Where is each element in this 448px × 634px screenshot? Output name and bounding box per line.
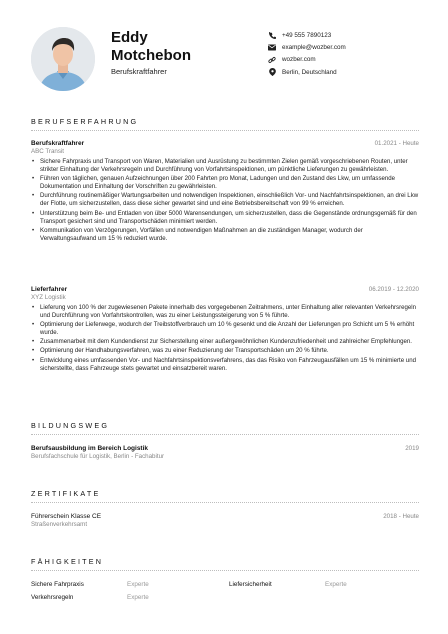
bullet-item: • Sichere Fahrpraxis und Transport von Waren, Materialien und Ausrüstung zu bestimmten Zielen gemäß vorgeschriebenen Routen, unter strikter Einhaltung der Verkehrsregeln und Durchführung von Vorfahrtsinspektionen, um pünktliche Lieferungen zu gewährleisten. (31, 158, 419, 174)
experience-item (31, 286, 419, 374)
avatar (31, 27, 95, 91)
skill-name: Liefersicherheit (229, 581, 272, 588)
section-title-certificates: ZERTIFIKATE (31, 489, 101, 498)
experience-dates: 01.2021 - Heute (374, 140, 419, 147)
candidate-name (111, 29, 191, 65)
location-icon (268, 68, 276, 76)
experience-title: Berufskraftfahrer (31, 140, 85, 147)
certificate-title: Führerschein Klasse CE (31, 513, 102, 520)
education-item (31, 445, 419, 460)
experience-title: Lieferfahrer (31, 286, 68, 293)
experience-company: ABC Transit (31, 148, 65, 155)
section-divider (31, 434, 419, 435)
bullet-item: • Führen von täglichen, genauen Aufzeichnungen über 200 Fahrten pro Monat, Ladungen und den Zustand des Lkw, um umfassende Dokumentation und Einhaltung der Vorschriften zu gewährleisten. (31, 175, 419, 191)
skill-level: Experte (127, 581, 149, 588)
experience-dates: 06.2019 - 12.2020 (368, 286, 419, 293)
certificate-date: 2018 - Heute (383, 513, 419, 520)
bullet-item: • Entwicklung eines umfassenden Vor- und Nachfahrtsinspektionsverfahrens, das das Risiko von Fahrzeugausfällen um 15 % minimierte und sicherstellte, dass Fahrzeuge stets gewartet und einsatzbereit waren. (31, 357, 419, 373)
bullet-item: • Zusammenarbeit mit dem Kundendienst zur Sicherstellung einer außergewöhnlichen Kundenzufriedenheit und zahlreicher Empfehlungen. (31, 338, 419, 346)
section-title-education: BILDUNGSWEG (31, 421, 110, 430)
contact-location (268, 66, 346, 78)
contact-website-text[interactable]: wozber.com (282, 56, 316, 64)
experience-item (31, 140, 419, 244)
contact-phone-text: +49 555 7890123 (282, 31, 332, 39)
mail-icon (268, 43, 276, 51)
experience-bullets (31, 158, 419, 243)
experience-bullets (31, 304, 419, 373)
section-title-skills: FÄHIGKEITEN (31, 557, 104, 566)
certificate-item (31, 513, 419, 528)
phone-icon (268, 31, 276, 39)
candidate-last-name: Motchebon (111, 47, 191, 64)
bullet-item: • Unterstützung beim Be- und Entladen von über 5000 Warensendungen, um sicherzustellen, dass die Gegenstände ordnungsgemäß für den Transport gesichert sind und Transportschäden minimiert werden. (31, 210, 419, 226)
contact-website[interactable] (268, 54, 346, 66)
contact-location-text: Berlin, Deutschland (282, 68, 337, 76)
skill-level: Experte (325, 581, 347, 588)
skill-name: Sichere Fahrpraxis (31, 581, 84, 588)
contact-email[interactable] (268, 41, 346, 53)
contact-phone (268, 29, 346, 41)
section-divider (31, 130, 419, 131)
bullet-item: • Optimierung der Handhabungsverfahren, was zu einer Reduzierung der Transportschäden um 20 % führte. (31, 347, 419, 355)
education-title: Berufsausbildung im Bereich Logistik (31, 445, 149, 452)
education-date: 2019 (405, 445, 419, 452)
contact-email-text[interactable]: example@wozber.com (282, 43, 346, 51)
link-icon (268, 56, 276, 64)
certificate-issuer: Straßenverkehrsamt (31, 521, 88, 528)
bullet-item: • Optimierung der Lieferwege, wodurch der Treibstoffverbrauch um 10 % gesenkt und die Anzahl der Lieferungen pro Schicht um 5 % erhöht wurde. (31, 321, 419, 337)
section-title-experience: BERUFSERFAHRUNG (31, 117, 139, 126)
experience-company: XYZ Logistik (31, 294, 66, 301)
profile-photo-icon (31, 27, 95, 91)
contact-list (268, 29, 346, 78)
skill-name: Verkehrsregeln (31, 594, 74, 601)
bullet-item: • Durchführung routinemäßiger Wartungsarbeiten und notwendigen Inspektionen, einschließlich Vor- und Nachfahrtsinspektionen, an drei Lkw der Flotte, um sicherzustellen, dass diese sicher gewartet sind und eine Betriebsbereitschaft von 99 % erreichen. (31, 192, 419, 208)
job-title: Berufskraftfahrer (111, 67, 167, 76)
section-divider (31, 570, 419, 571)
education-school: Berufsfachschule für Logistik, Berlin - Fachabitur (31, 453, 165, 460)
candidate-first-name: Eddy (111, 29, 148, 46)
bullet-item: • Kommunikation von Verzögerungen, Vorfällen und notwendigen Maßnahmen an die zuständigen Manager, wodurch der Verwaltungsaufwand um 15 % reduziert wurde. (31, 227, 419, 243)
section-divider (31, 502, 419, 503)
skill-level: Experte (127, 594, 149, 601)
bullet-item: • Lieferung von 100 % der zugewiesenen Pakete innerhalb des vorgegebenen Zeitrahmens, unter Einhaltung aller relevanten Verkehrsregeln und Durchführung von Vorfahrtskontrollen, was zu einer Leistungssteigerung von 5 % führte. (31, 304, 419, 320)
